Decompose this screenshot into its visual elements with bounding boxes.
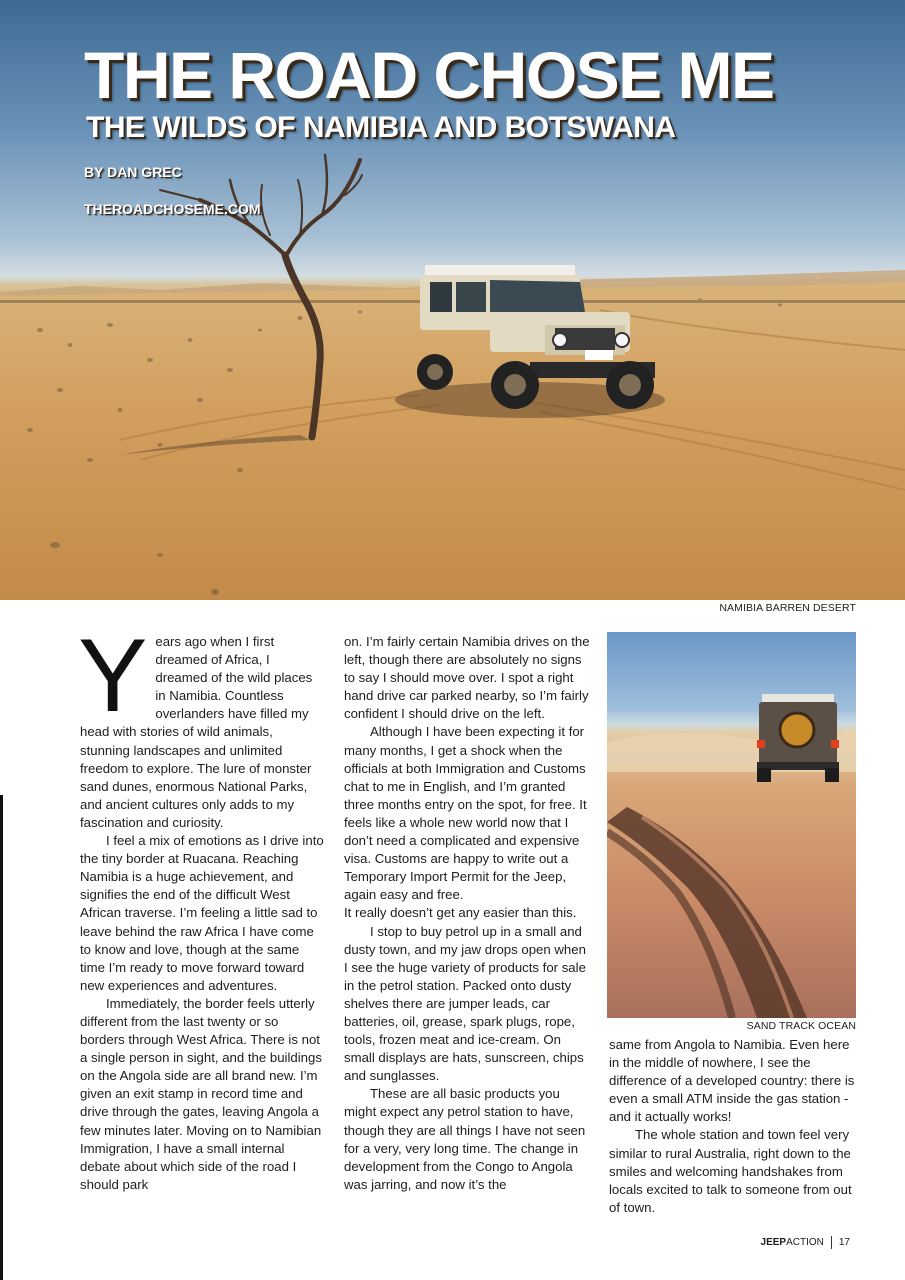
hero-photo [0,0,905,600]
article-title: THE ROAD CHOSE ME [84,38,774,112]
paragraph: Although I have been expecting it for many months, I get a shock when the officials at both Immigration and Customs chat to me in English, and I’m granted three months entry on the spot, for free. It feels like a whole new world now that I don’t need a complicated and expensive visa. Customs are happy to write out a Temporary Import Permit for the Jeep, again easy and free. [344,724,587,903]
inset-photo [607,632,856,1018]
article-subtitle: THE WILDS OF NAMIBIA AND BOTSWANA [86,111,676,144]
author-byline: BY DAN GREC [84,164,182,180]
inset-caption: SAND TRACK OCEAN [746,1020,856,1032]
paragraph: It really doesn’t get any easier than this. [344,905,577,921]
magazine-name-bold: JEEP [760,1237,787,1248]
paragraph: The whole station and town feel very similar to rural Australia, right down to the smiles and welcoming handshakes from locals excited to talk to someone from out of town. [609,1127,852,1215]
paragraph: I feel a mix of emotions as I drive into the tiny border at Ruacana. Reaching Namibia is a huge achievement, and signifies the end of the difficult West African traverse. I’m feeling a little sad to leave behind the raw Africa I have come to know and love, though at the same time I’m ready to move forward toward new experiences and adventures. [80,833,324,993]
column-2 [344,633,590,1194]
paragraph: These are all basic products you might expect any petrol station to have, though they are all things I have not seen for a very, very long time. The change in development from the Congo to Angola was jarring, and now it’s the [344,1086,586,1192]
page-footer [761,1236,850,1249]
magazine-name-rest: ACTION [786,1237,824,1248]
author-website: THEROADCHOSEME.COM [84,201,261,217]
paragraph: same from Angola to Namibia. Even here in the middle of nowhere, I see the difference of a developed country: there is even a small ATM inside the gas station - and it actually works! [609,1037,855,1125]
page-number: 17 [838,1237,850,1248]
footer-divider [831,1236,832,1249]
paragraph: ears ago when I first dreamed of Africa, I dreamed of the wild places in Namibia. Countless overlanders have filled my head with stories of wild animals, stunning landscapes and unlimited freedom to explore. The lure of monster sand dunes, enormous National Parks, and ancient cultures only adds to my fascination and curiosity. [80,634,313,830]
column-1 [78,618,324,1194]
column-3 [609,1036,857,1217]
paragraph: Immediately, the border feels utterly different from the last twenty or so borders through West Africa. There is not a single person in sight, and the buildings on the Angola side are all brand new. I’m given an exit stamp in record time and drive through the gates, leaving Angola a few minutes later. Moving on to Namibian Immigration, I have a small internal debate about which side of the road I should park [80,995,322,1192]
paragraph: on. I’m fairly certain Namibia drives on the left, though there are absolutely no signs to say I should move over. I spot a right hand drive car parked nearby, so I’m fairly confident I should drive on the left. [344,634,590,722]
drop-cap: Y [78,618,148,734]
jeep-sand-track-ocean-photo [607,632,856,1018]
paragraph: I stop to buy petrol up in a small and dusty town, and my jaw drops open when I see the huge variety of products for sale in the petrol station. Packed onto dusty shelves there are jumper leads, car batteries, oil, grease, spark plugs, rope, tools, frozen meat and ice-cream. On small displays are hats, sunscreen, chips and sunglasses. [344,923,586,1084]
hero-caption: NAMIBIA BARREN DESERT [719,602,856,614]
page-edge-rule [0,795,3,1280]
